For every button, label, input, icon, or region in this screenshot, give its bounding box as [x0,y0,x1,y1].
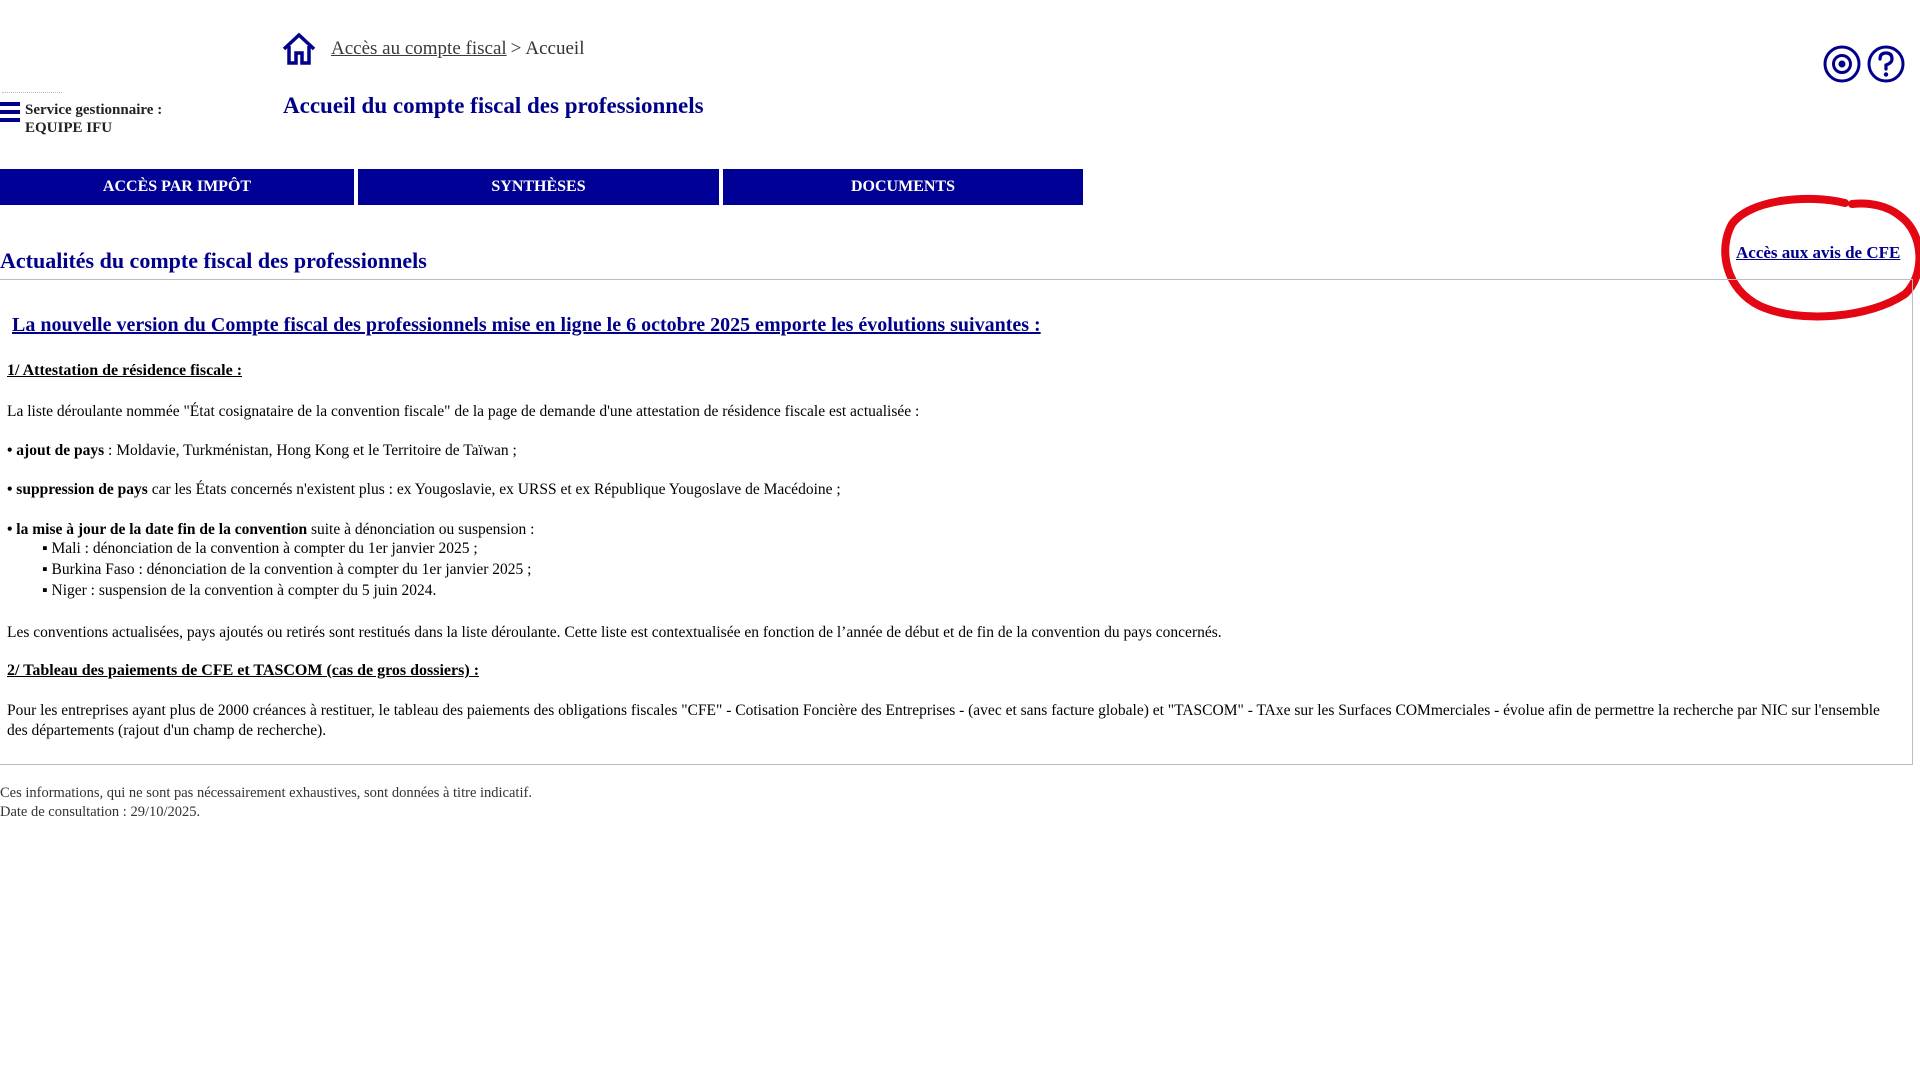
help-icon[interactable] [1866,44,1906,84]
footer-date: Date de consultation : 29/10/2025. [0,804,201,820]
bullet-suppression-pays: • suppression de pays car les États concernés n'existent plus : ex Yougoslavie, ex URSS et ex République Yougoslave de Macédoine ; [7,481,841,498]
main-tabs [0,169,1083,205]
footer-disclaimer: Ces informations, qui ne sont pas nécessairement exhaustives, sont données à titre indicatif. [0,785,532,801]
section1-intro: La liste déroulante nommée "État cosignataire de la convention fiscale" de la page de demande d'une attestation de résidence fiscale est actualisée : [7,403,920,420]
breadcrumb-separator: > [510,38,522,59]
toolbar [1822,44,1906,84]
convention-sub-list [42,538,531,601]
divider [2,92,62,93]
list-item: ▪ Niger : suspension de la convention à compter du 5 juin 2024. [42,580,531,601]
footer [0,784,532,822]
bullet-ajout-pays: • ajout de pays : Moldavie, Turkménistan, Hong Kong et le Territoire de Taïwan ; [7,442,517,459]
home-icon[interactable] [280,30,318,68]
eye-icon[interactable] [1822,44,1862,84]
service-icon [0,100,20,128]
cfe-notices-link[interactable]: Accès aux avis de CFE [1736,243,1901,262]
bullet-mise-a-jour: • la mise à jour de la date fin de la convention suite à dénonciation ou suspension : [7,521,535,538]
list-item: ▪ Mali : dénonciation de la convention à compter du 1er janvier 2025 ; [42,538,531,559]
tab-acces-par-impot[interactable]: ACCÈS PAR IMPÔT [0,169,354,205]
tab-syntheses[interactable]: SYNTHÈSES [358,169,719,205]
news-title: Actualités du compte fiscal des professionnels [0,248,427,273]
service-label: Service gestionnaire : [25,102,163,118]
breadcrumb-link-compte-fiscal[interactable]: Accès au compte fiscal [331,38,507,59]
section1-outro: Les conventions actualisées, pays ajoutés ou retirés sont restitués dans la liste déroulante. Cette liste est contextualisée en fonction de l’année de début et de fin de la convention du pays concernés. [7,624,1222,641]
news-headline-link[interactable]: La nouvelle version du Compte fiscal des professionnels mise en ligne le 6 octobre 2025 emporte les évolutions suivantes : [12,314,1041,336]
service-name: EQUIPE IFU [25,120,113,136]
breadcrumb-current: Accueil [525,38,585,59]
section-title-tableau-paiements: 2/ Tableau des paiements de CFE et TASCOM (cas de gros dossiers) : [7,662,480,679]
list-item: ▪ Burkina Faso : dénonciation de la convention à compter du 1er janvier 2025 ; [42,559,531,580]
section-title-attestation: 1/ Attestation de résidence fiscale : [7,362,243,379]
tab-documents[interactable]: DOCUMENTS [723,169,1083,205]
section2-text: Pour les entreprises ayant plus de 2000 créances à restituer, le tableau des paiements des obligations fiscales "CFE" - Cotisation Foncière des Entreprises - (avec et sans facture globale) et "TASCOM" - TAxe sur les Surfaces COMmerciales - évolue afin de permettre la recherche par NIC sur l'ensemble des départements (rajout d'un champ de recherche). [7,702,1880,739]
breadcrumb [331,38,584,60]
page-title: Accueil du compte fiscal des professionnels [283,93,704,118]
news-content [0,279,1913,765]
